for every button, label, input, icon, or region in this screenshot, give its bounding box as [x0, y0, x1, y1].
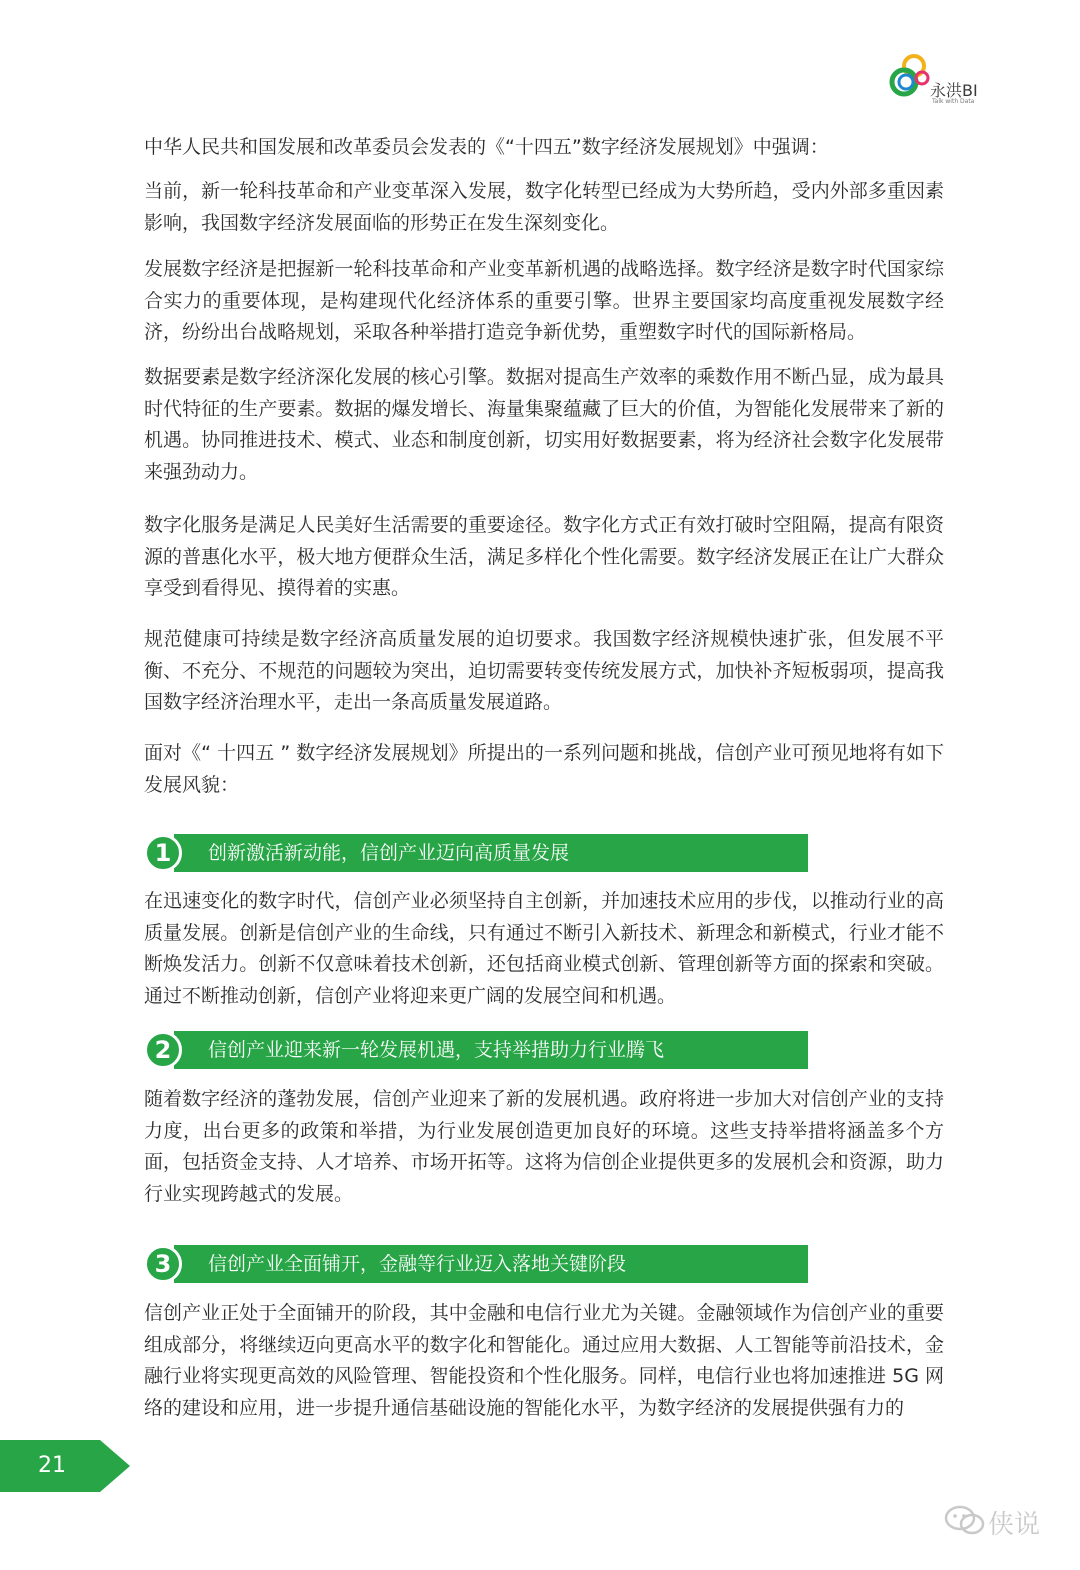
section-title: 信创产业迎来新一轮发展机遇，支持举措助力行业腾飞	[208, 1039, 665, 1061]
paragraph-strategy: 发展数字经济是把握新一轮科技革命和产业变革新机遇的战略选择。数字经济是数字时代国家综合实力的重要体现，是构建现代化经济体系的重要引擎。世界主要国家均高度重视发展数字经济，纷纷出台战略规划，采取各种举措打造竞争新优势，重塑数字时代的国际新格局。	[144, 258, 944, 343]
logo-rings-icon	[886, 48, 932, 104]
yonghong-bi-logo	[886, 48, 996, 112]
intro-line: 中华人民共和国发展和改革委员会发表的《“十四五”数字经济发展规划》中强调：	[144, 136, 829, 158]
section-title: 创新激活新动能，信创产业迈向高质量发展	[208, 842, 570, 864]
logo-tagline: Talk with Data	[932, 98, 975, 105]
page-number-tab	[0, 1440, 130, 1492]
paragraph-outlook: 面对《“ 十四五 ” 数字经济发展规划》所提出的一系列问题和挑战，信创产业可预见地将有如下发展风貌：	[144, 742, 944, 796]
paragraph-context: 当前，新一轮科技革命和产业变革深入发展，数字化转型已经成为大势所趋，受内外部多重因素影响，我国数字经济发展面临的形势正在发生深刻变化。	[144, 180, 944, 234]
section-1-header	[144, 834, 808, 872]
page-number: 21	[38, 1453, 66, 1478]
logo-brand-text: 永洪BI	[930, 81, 978, 100]
watermark	[944, 1502, 1054, 1542]
section-number-badge: 2	[144, 1031, 182, 1069]
paragraph-sustainability: 规范健康可持续是数字经济高质量发展的迫切要求。我国数字经济规模快速扩张，但发展不平衡、不充分、不规范的问题较为突出，迫切需要转变传统发展方式，加快补齐短板弱项，提高我国数字经济治理水平，走出一条高质量发展道路。	[144, 628, 944, 713]
section-1-body: 在迅速变化的数字时代，信创产业必须坚持自主创新，并加速技术应用的步伐，以推动行业的高质量发展。创新是信创产业的生命线，只有通过不断引入新技术、新理念和新模式，行业才能不断焕发活力。创新不仅意味着技术创新，还包括商业模式创新、管理创新等方面的探索和突破。通过不断推动创新，信创产业将迎来更广阔的发展空间和机遇。	[144, 890, 944, 1007]
section-2-body: 随着数字经济的蓬勃发展，信创产业迎来了新的发展机遇。政府将进一步加大对信创产业的支持力度，出台更多的政策和举措，为行业发展创造更加良好的环境。这些支持举措将涵盖多个方面，包括资金支持、人才培养、市场开拓等。这将为信创企业提供更多的发展机会和资源，助力行业实现跨越式的发展。	[144, 1088, 944, 1205]
section-number-badge: 1	[144, 834, 182, 872]
paragraph-digital-services: 数字化服务是满足人民美好生活需要的重要途径。数字化方式正有效打破时空阻隔，提高有限资源的普惠化水平，极大地方便群众生活，满足多样化个性化需要。数字经济发展正在让广大群众享受到看得见、摸得着的实惠。	[144, 514, 944, 599]
section-2-header	[144, 1031, 808, 1069]
section-title: 信创产业全面铺开，金融等行业迈入落地关键阶段	[208, 1253, 627, 1275]
wechat-icon	[944, 1502, 986, 1538]
watermark-text: 侠说	[988, 1510, 1041, 1540]
section-3-body: 信创产业正处于全面铺开的阶段，其中金融和电信行业尤为关键。金融领域作为信创产业的重要组成部分，将继续迈向更高水平的数字化和智能化。通过应用大数据、人工智能等前沿技术，金融行业将实现更高效的风险管理、智能投资和个性化服务。同样，电信行业也将加速推进 5G 网络的建设和应用，进一步提升通信基础设施的智能化水平，为数字经济的发展提供强有力的	[144, 1302, 944, 1419]
section-3-header	[144, 1245, 808, 1283]
paragraph-data-elements: 数据要素是数字经济深化发展的核心引擎。数据对提高生产效率的乘数作用不断凸显，成为最具时代特征的生产要素。数据的爆发增长、海量集聚蕴藏了巨大的价值，为智能化发展带来了新的机遇。协同推进技术、模式、业态和制度创新，切实用好数据要素，将为经济社会数字化发展带来强劲动力。	[144, 366, 944, 483]
section-number-badge: 3	[144, 1245, 182, 1283]
